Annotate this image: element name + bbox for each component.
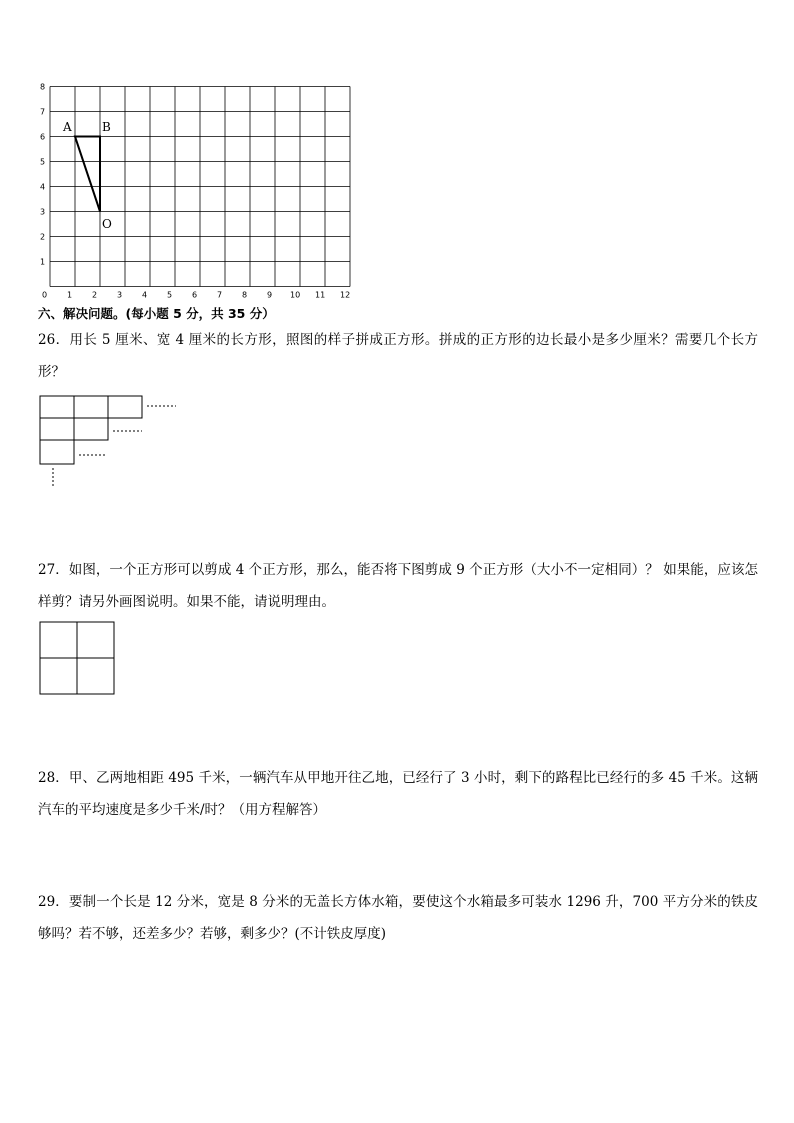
staircase-figure (36, 392, 186, 492)
section-title: 六、解决问题。(每小题 5 分，共 35 分） (38, 306, 275, 321)
square-figure (38, 620, 118, 696)
y-tick-label: 1 (40, 257, 46, 267)
x-tick-label: 6 (192, 290, 198, 300)
x-tick-label: 5 (167, 290, 173, 300)
stair-rect (108, 396, 142, 418)
point-label-o: O (102, 217, 112, 231)
y-tick-label: 2 (40, 232, 46, 242)
grid-lines (50, 87, 350, 287)
y-tick-label: 3 (40, 207, 46, 217)
x-tick-label: 11 (315, 290, 326, 300)
y-tick-label: 7 (40, 107, 46, 117)
question-26: 26．用长 5 厘米、宽 4 厘米的长方形，照图的样子拼成正方形。拼成的正方形的边长最小是多少厘米？需要几个长方形？ (38, 332, 758, 380)
point-label-b: B (102, 120, 111, 134)
x-tick-label: 12 (340, 290, 351, 300)
x-tick-label: 0 (42, 290, 48, 300)
stair-rect (74, 418, 108, 440)
x-tick-label: 4 (142, 290, 148, 300)
stair-rect (40, 418, 74, 440)
y-tick-label: 8 (40, 82, 46, 92)
point-label-a: A (63, 120, 72, 134)
x-tick-label: 2 (92, 290, 98, 300)
x-tick-label: 8 (242, 290, 248, 300)
x-tick-label: 1 (67, 290, 73, 300)
stair-rect (40, 396, 74, 418)
x-tick-label: 3 (117, 290, 123, 300)
y-tick-label: 6 (40, 132, 46, 142)
question-28: 28．甲、乙两地相距 495 千米，一辆汽车从甲地开往乙地，已经行了 3 小时，剩下的路程比已经行的多 45 千米。这辆汽车的平均速度是多少千米/时？（用方程解答） (38, 770, 758, 818)
x-tick-label: 7 (217, 290, 223, 300)
stair-rect (74, 396, 108, 418)
x-tick-label: 10 (290, 290, 301, 300)
question-29: 29．要制一个长是 12 分米，宽是 8 分米的无盖长方体水箱，要使这个水箱最多可装水 1296 升，700 平方分米的铁皮够吗？若不够，还差多少？若够，剩多少？(不计铁皮厚度) (38, 894, 758, 942)
stair-rect (40, 440, 74, 464)
x-tick-label: 9 (267, 290, 273, 300)
y-tick-label: 4 (40, 182, 46, 192)
y-tick-label: 5 (40, 157, 46, 167)
question-27: 27．如图，一个正方形可以剪成 4 个正方形，那么，能否将下图剪成 9 个正方形（大小不一定相同）？ 如果能，应该怎样剪？请另外画图说明。如果不能，请说明理由。 (38, 562, 758, 610)
coordinate-grid (30, 80, 370, 300)
tick-labels (40, 83, 350, 300)
triangle-abo (75, 137, 100, 212)
